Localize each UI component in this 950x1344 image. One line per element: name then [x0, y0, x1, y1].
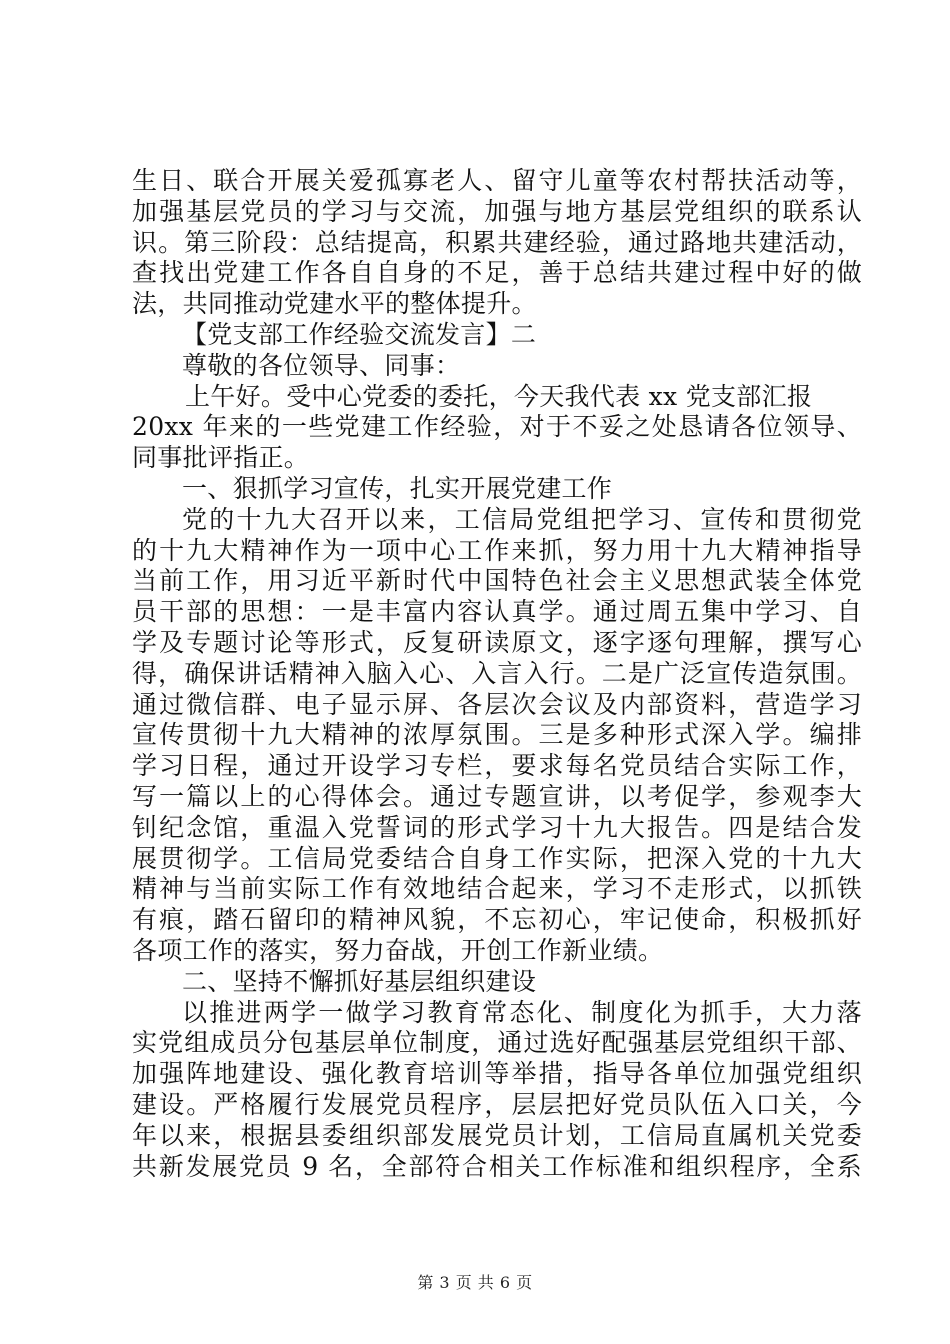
text-line: 识。第三阶段：总结提高，积累共建经验，通过路地共建活动， [132, 227, 862, 257]
text-line: 展贯彻学。工信局党委结合自身工作实际，把深入党的十九大 [132, 843, 862, 873]
page-footer [0, 1270, 950, 1293]
page-number-label: 第 3 页 共 6 页 [417, 1273, 533, 1292]
text-line: 宣传贯彻十九大精神的浓厚氛围。三是多种形式深入学。编排 [132, 720, 862, 750]
text-line: 建设。严格履行发展党员程序，层层把好党员队伍入口关，今 [132, 1089, 862, 1119]
text-line: 年以来，根据县委组织部发展党员计划，工信局直属机关党委 [132, 1120, 862, 1150]
text-line: 加强阵地建设、强化教育培训等举措，指导各单位加强党组织 [132, 1059, 862, 1089]
text-line: 得，确保讲话精神入脑入心、入言入行。二是广泛宣传造氛围。 [132, 658, 862, 688]
text-line: 通过微信群、电子显示屏、各层次会议及内部资料，营造学习 [132, 689, 862, 719]
text-line: 党的十九大召开以来，工信局党组把学习、宣传和贯彻党 [182, 504, 862, 534]
text-line: 学及专题讨论等形式，反复研读原文，逐字逐句理解，撰写心 [132, 627, 862, 657]
text-line: 20xx 年来的一些党建工作经验，对于不妥之处恳请各位领导、 [132, 412, 862, 442]
text-line: 有痕，踏石留印的精神风貌，不忘初心，牢记使命，积极抓好 [132, 905, 862, 935]
section-heading: 一、狠抓学习宣传，扎实开展党建工作 [182, 473, 613, 503]
text-line: 查找出党建工作各自自身的不足，善于总结共建过程中好的做 [132, 258, 862, 288]
text-line: 同事批评指正。 [132, 443, 310, 473]
text-line: 精神与当前实际工作有效地结合起来，学习不走形式，以抓铁 [132, 874, 862, 904]
text-line: 员干部的思想：一是丰富内容认真学。通过周五集中学习、自 [132, 597, 862, 627]
text-line: 各项工作的落实，努力奋战，开创工作新业绩。 [132, 935, 664, 965]
text-line: 上午好。受中心党委的委托，今天我代表 xx 党支部汇报 [185, 381, 813, 411]
text-line: 加强基层党员的学习与交流，加强与地方基层党组织的联系认 [132, 196, 862, 226]
section-heading: 【党支部工作经验交流发言】二 [182, 319, 537, 349]
text-line: 实党组成员分包基层单位制度，通过选好配强基层党组织干部、 [132, 1028, 862, 1058]
text-line: 生日、联合开展关爱孤寡老人、留守儿童等农村帮扶活动等， [132, 166, 862, 195]
text-line: 共新发展党员 9 名，全部符合相关工作标准和组织程序，全系 [132, 1151, 862, 1181]
section-heading: 二、坚持不懈抓好基层组织建设 [182, 966, 537, 996]
text-line: 钊纪念馆，重温入党誓词的形式学习十九大报告。四是结合发 [132, 812, 862, 842]
text-line: 的十九大精神作为一项中心工作来抓，努力用十九大精神指导 [132, 535, 862, 565]
document-body [132, 166, 862, 1182]
salutation: 尊敬的各位领导、同事： [182, 350, 461, 380]
text-line: 以推进两学一做学习教育常态化、制度化为抓手，大力落 [182, 997, 862, 1027]
text-line: 写一篇以上的心得体会。通过专题宣讲，以考促学，参观李大 [132, 781, 862, 811]
text-line: 当前工作，用习近平新时代中国特色社会主义思想武装全体党 [132, 566, 862, 596]
text-line: 学习日程，通过开设学习专栏，要求每名党员结合实际工作， [132, 751, 862, 781]
text-line: 法，共同推动党建水平的整体提升。 [132, 289, 537, 319]
